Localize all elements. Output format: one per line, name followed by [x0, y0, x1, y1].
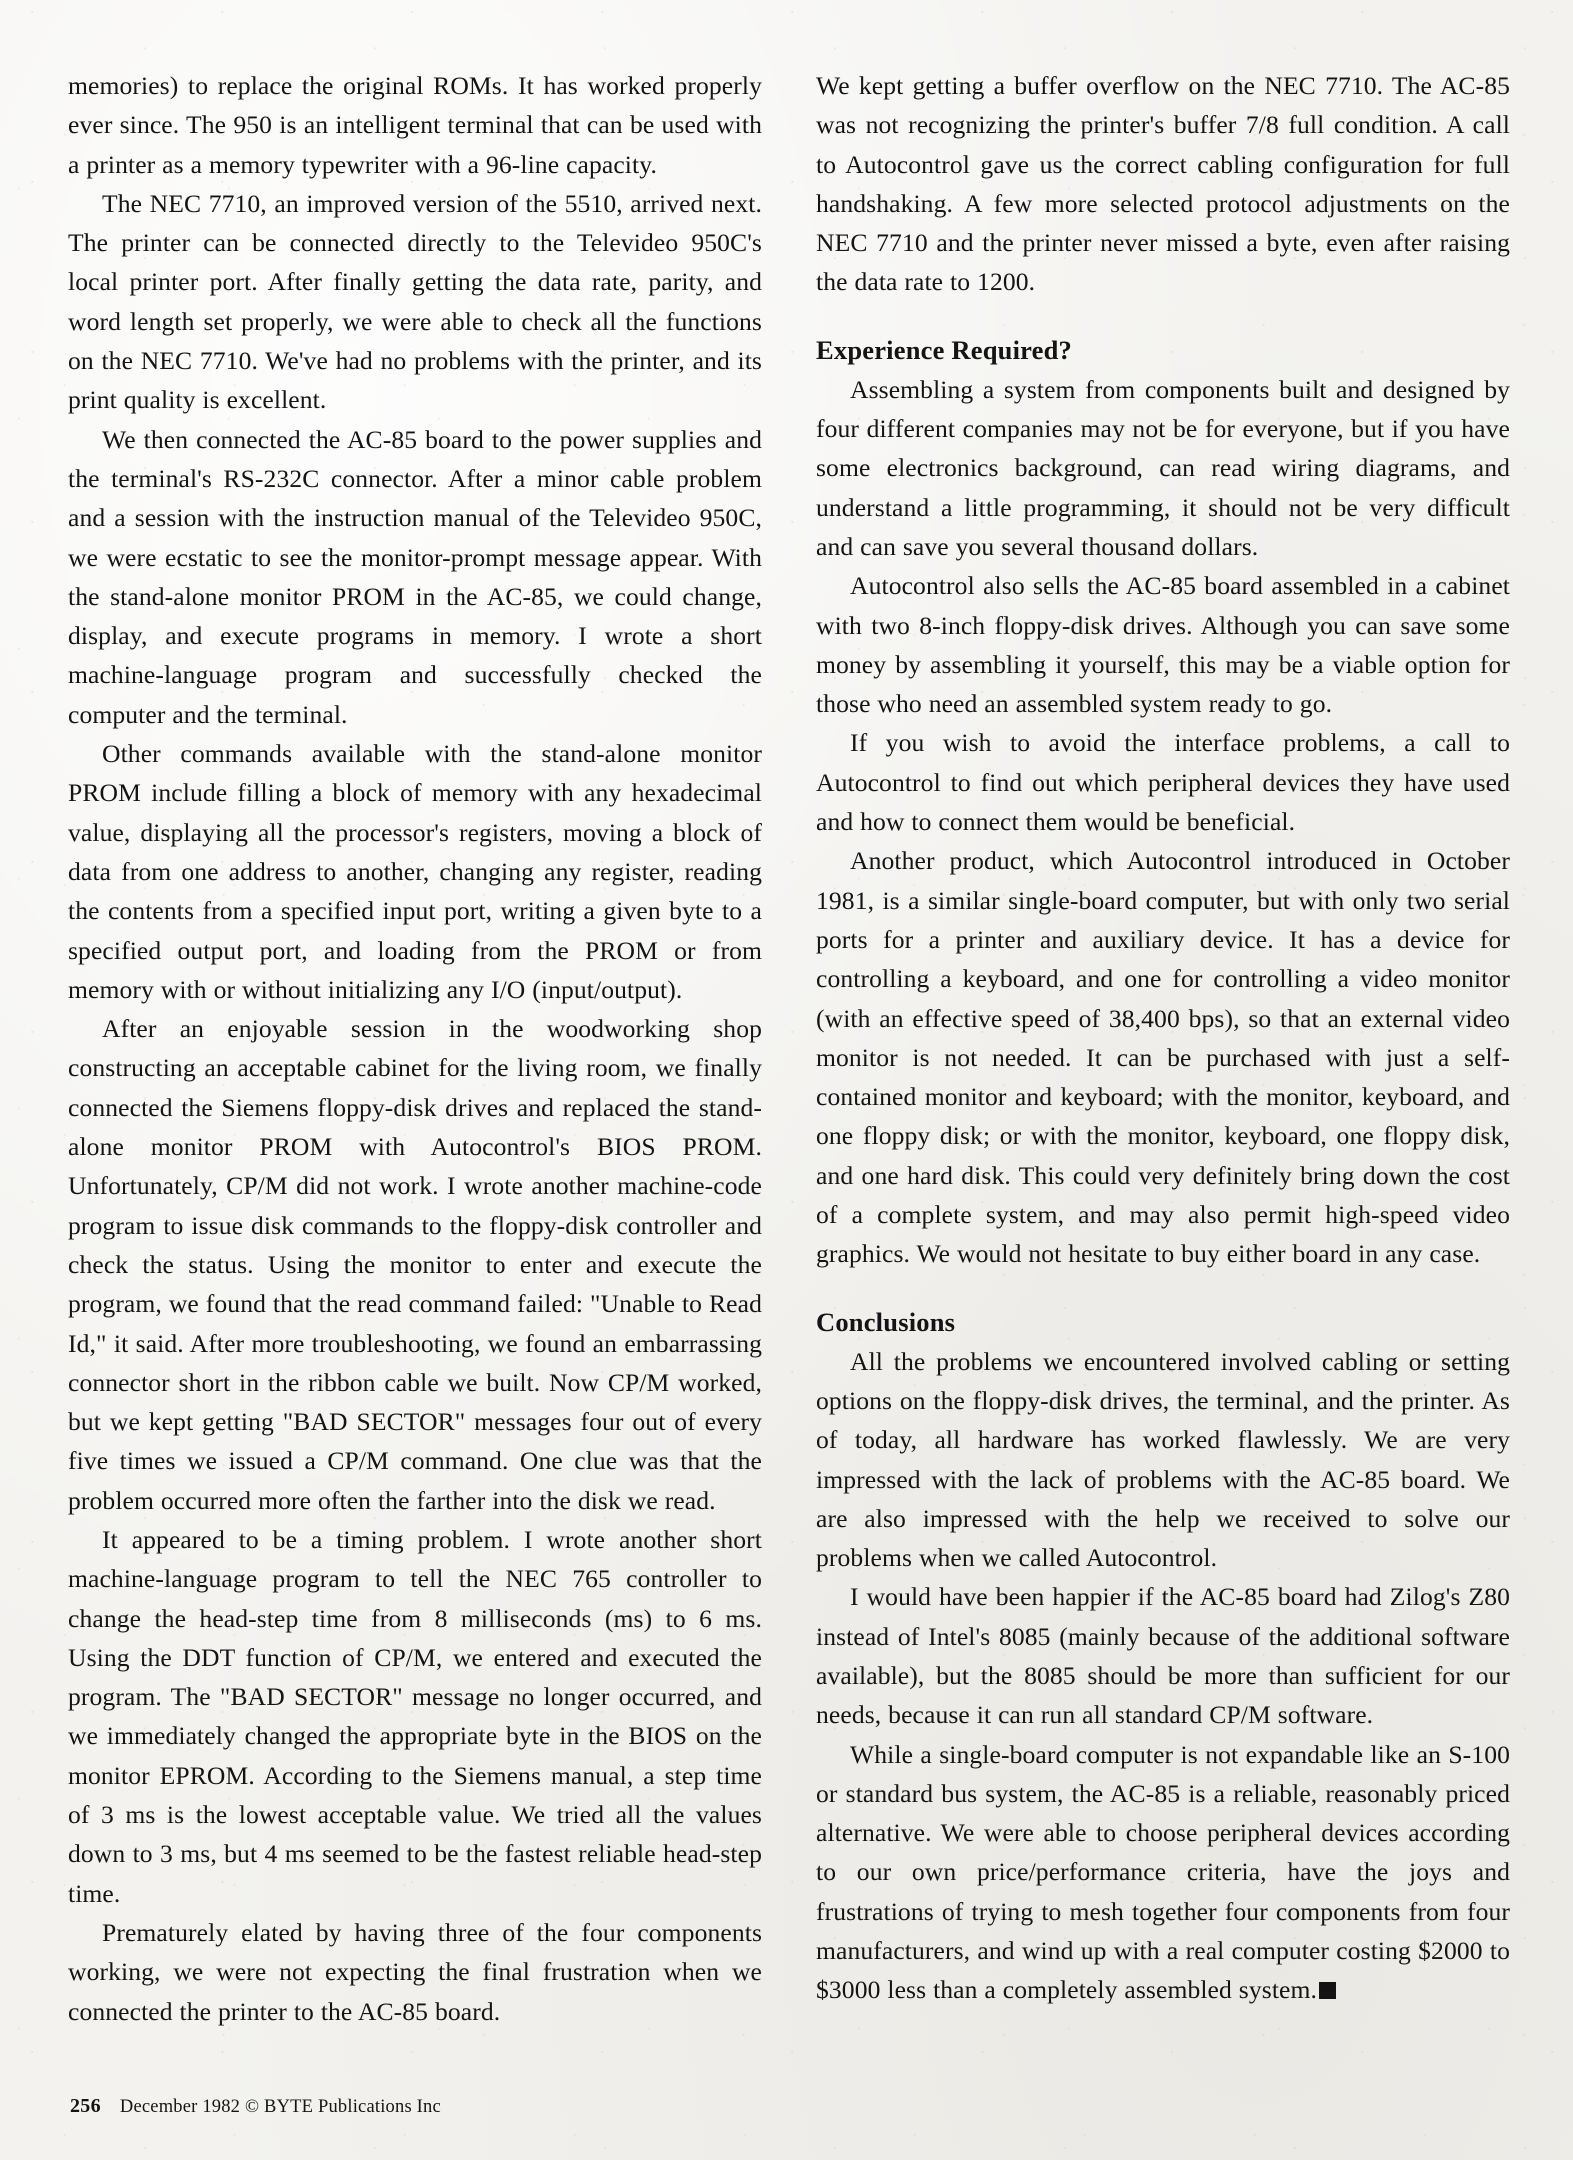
- paragraph: Another product, which Autocontrol introduced in October 1981, is a similar single-board computer, but with only two serial ports for a printer and auxiliary device. It has a device for controlling a keyboard, and one for controlling a video monitor (with an effective speed of 38,400 bps), so that an external video monitor is not needed. It can be purchased with just a self-contained monitor and keyboard; with the monitor, keyboard, and one floppy disk; or with the monitor, keyboard, one floppy disk, and one hard disk. This could very definitely bring down the cost of a complete system, and may also permit high-speed video graphics. We would not hesitate to buy either board in any case.: [816, 846, 1510, 1269]
- right-column: [816, 66, 1510, 2031]
- page-footer: [70, 2095, 441, 2118]
- section-heading-experience-required: Experience Required?: [816, 334, 1072, 365]
- paragraph: Assembling a system from components built and designed by four different companies may not be for everyone, but if you have some electronics background, can read wiring diagrams, and understand a little programming, it should not be very difficult and can save you several thousand dollars.: [816, 374, 1510, 561]
- paragraph-final: [816, 1735, 1510, 2010]
- paragraph: Prematurely elated by having three of the four components working, we were not expecting the final frustration when we connected the printer to the AC-85 board.: [68, 1917, 762, 2026]
- article-end-mark-icon: [1319, 1982, 1336, 1999]
- paragraph: The NEC 7710, an improved version of the 5510, arrived next. The printer can be connected directly to the Televideo 950C's local printer port. After finally getting the data rate, parity, and word length set properly, we were able to check all the functions on the NEC 7710. We've had no problems with the printer, and its print quality is excellent.: [68, 188, 762, 415]
- paragraph: It appeared to be a timing problem. I wrote another short machine-language program to tell the NEC 765 controller to change the head-step time from 8 milliseconds (ms) to 6 ms. Using the DDT function of CP/M, we entered and executed the program. The "BAD SECTOR" message no longer occurred, and we immediately changed the appropriate byte in the BIOS on the monitor EPROM. According to the Siemens manual, a step time of 3 ms is the lowest acceptable value. We tried all the values down to 3 ms, but 4 ms seemed to be the fastest reliable head-step time.: [68, 1524, 762, 1908]
- paragraph: We then connected the AC-85 board to the power supplies and the terminal's RS-232C connector. After a minor cable problem and a session with the instruction manual of the Televideo 950C, we were ecstatic to see the monitor-prompt message appear. With the stand-alone monitor PROM in the AC-85, we could change, display, and execute programs in memory. I wrote a short machine-language program and successfully checked the computer and the terminal.: [68, 424, 762, 729]
- paragraph: memories) to replace the original ROMs. It has worked properly ever since. The 950 is an intelligent terminal that can be used with a printer as a memory typewriter with a 96-line capacity.: [68, 71, 762, 179]
- paragraph: Autocontrol also sells the AC-85 board assembled in a cabinet with two 8-inch floppy-disk drives. Although you can save some money by assembling it yourself, this may be a viable option for those who need an assembled system ready to go.: [816, 571, 1510, 719]
- paragraph: If you wish to avoid the interface problems, a call to Autocontrol to find out which peripheral devices they have used and how to connect them would be beneficial.: [816, 728, 1510, 837]
- paragraph: Other commands available with the stand-alone monitor PROM include filling a block of memory with any hexadecimal value, displaying all the processor's registers, moving a block of data from one address to another, changing any register, reading the contents from a specified input port, writing a given byte to a specified output port, and loading from the PROM or from memory with or without initializing any I/O (input/output).: [68, 739, 762, 1004]
- page-number: 256: [70, 2095, 101, 2117]
- publication-credit: December 1982 © BYTE Publications Inc: [119, 2097, 441, 2117]
- two-column-body: [68, 66, 1511, 2031]
- left-column: [68, 66, 762, 2031]
- paragraph: All the problems we encountered involved cabling or setting options on the floppy-disk drives, the terminal, and the printer. As of today, all hardware has worked flawlessly. We are very impressed with the lack of problems with the AC-85 board. We are also impressed with the help we received to solve our problems when we called Autocontrol.: [816, 1346, 1510, 1573]
- paragraph: We kept getting a buffer overflow on the NEC 7710. The AC-85 was not recognizing the printer's buffer 7/8 full condition. A call to Autocontrol gave us the correct cabling configuration for full handshaking. A few more selected protocol adjustments on the NEC 7710 and the printer never missed a byte, even after raising the data rate to 1200.: [816, 71, 1510, 297]
- paragraph: I would have been happier if the AC-85 board had Zilog's Z80 instead of Intel's 8085 (mainly because of the additional software available), but the 8085 should be more than sufficient for our needs, because it can run all standard CP/M software.: [816, 1582, 1510, 1730]
- paragraph: After an enjoyable session in the woodworking shop constructing an acceptable cabinet for the living room, we finally connected the Siemens floppy-disk drives and replaced the stand-alone monitor PROM with Autocontrol's BIOS PROM. Unfortunately, CP/M did not work. I wrote another machine-code program to issue disk commands to the floppy-disk controller and check the status. Using the monitor to enter and execute the program, we found that the read command failed: "Unable to Read Id," it said. After more troubleshooting, we found an embarrassing connector short in the ribbon cable we built. Now CP/M worked, but we kept getting "BAD SECTOR" messages four out of every five times we issued a CP/M command. One clue was that the problem occurred more often the farther into the disk we read.: [68, 1014, 762, 1515]
- paragraph-text: While a single-board computer is not expandable like an S-100 or standard bus system, the AC-85 is a reliable, reasonably priced alternative. We were able to choose peripheral devices according to our own price/performance criteria, have the joys and frustrations of trying to mesh together four components from four manufacturers, and wind up with a real computer costing $2000 to $3000 less than a completely assembled system.: [816, 1739, 1510, 2005]
- section-heading-conclusions: Conclusions: [816, 1306, 956, 1337]
